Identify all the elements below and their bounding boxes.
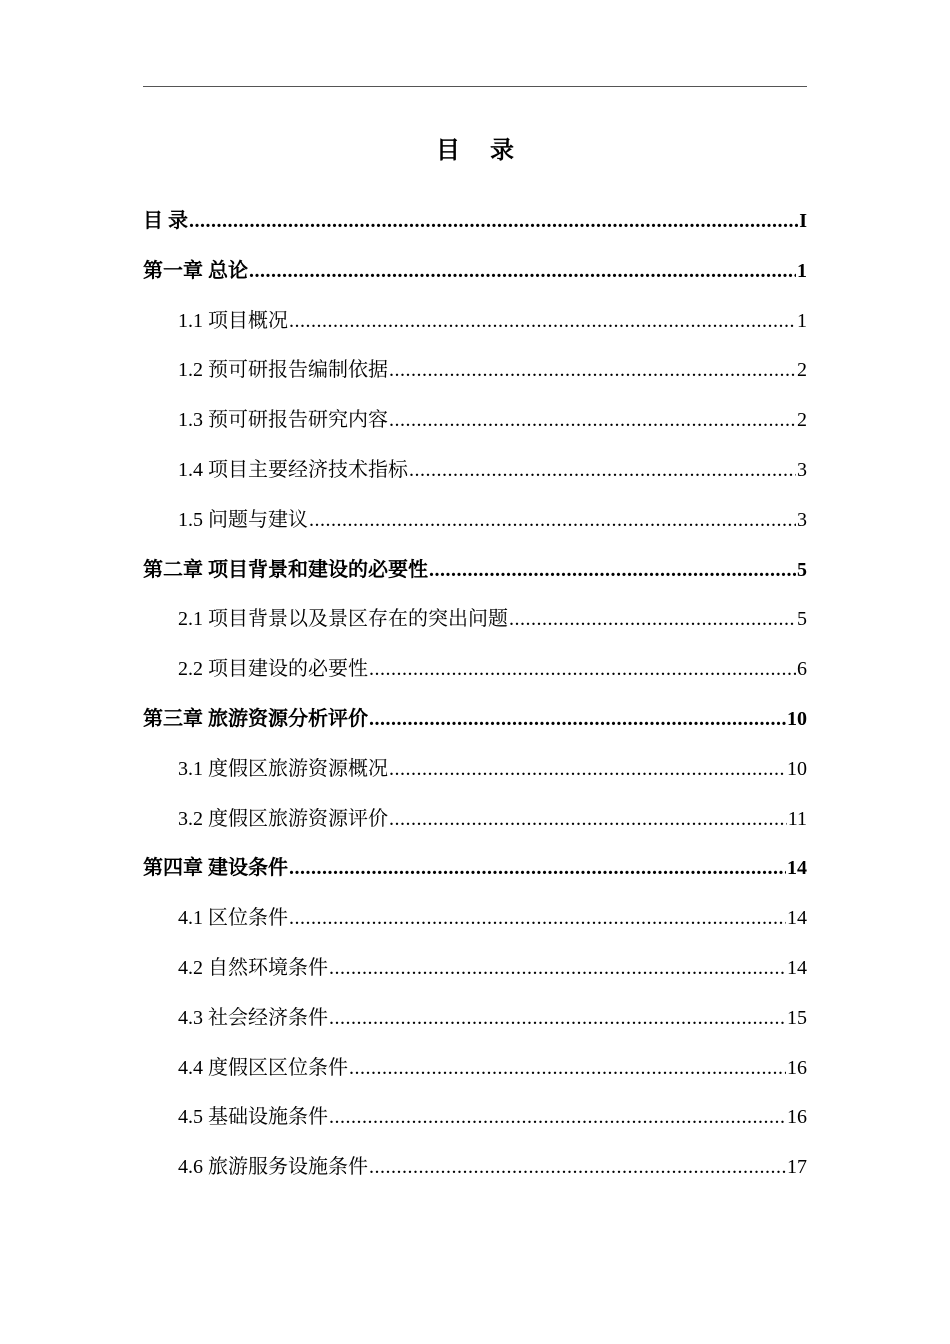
toc-dot-leader xyxy=(369,1143,786,1193)
toc-dot-leader xyxy=(249,247,796,297)
toc-dot-leader xyxy=(349,1044,786,1094)
toc-page-number: 14 xyxy=(787,857,807,880)
toc-page-number: 2 xyxy=(797,359,807,382)
toc-section-entry[interactable] xyxy=(143,1143,807,1193)
toc-chapter-entry[interactable] xyxy=(143,695,807,745)
toc-entry-label: 第一章 总论 xyxy=(143,259,248,282)
toc-page-number: 10 xyxy=(787,757,807,780)
toc-dot-leader xyxy=(429,546,796,596)
toc-page-number: 11 xyxy=(787,807,807,830)
toc-page-number: 1 xyxy=(797,259,807,282)
toc-page-number: 14 xyxy=(787,956,807,979)
toc-dot-leader xyxy=(389,346,796,396)
toc-dot-leader xyxy=(389,745,786,795)
toc-section-entry[interactable] xyxy=(143,894,807,944)
toc-entry-label: 3.1 度假区旅游资源概况 xyxy=(178,757,388,780)
toc-page-number: 10 xyxy=(787,707,807,730)
toc-page-number: 3 xyxy=(797,458,807,481)
toc-entry-label: 1.2 预可研报告编制依据 xyxy=(178,359,388,382)
toc-page-number: 16 xyxy=(787,1056,807,1079)
toc-dot-leader xyxy=(329,944,786,994)
toc-chapter-entry[interactable] xyxy=(143,546,807,596)
toc-chapter-entry[interactable] xyxy=(143,844,807,894)
toc-page-number: 5 xyxy=(797,608,807,631)
toc-page-number: 6 xyxy=(797,658,807,681)
toc-entry-label: 1.4 项目主要经济技术指标 xyxy=(178,458,408,481)
toc-entry-label: 目 录 xyxy=(143,210,188,232)
toc-page-number: 3 xyxy=(797,508,807,531)
toc-entry-label: 第三章 旅游资源分析评价 xyxy=(143,707,368,730)
toc-entry-label: 4.5 基础设施条件 xyxy=(178,1106,328,1129)
toc-section-entry[interactable] xyxy=(143,346,807,396)
toc-section-entry[interactable] xyxy=(143,745,807,795)
toc-dot-leader xyxy=(369,645,796,695)
toc-dot-leader xyxy=(289,297,796,347)
toc-entry-label: 1.5 问题与建议 xyxy=(178,508,308,531)
toc-entry-label: 4.4 度假区区位条件 xyxy=(178,1056,348,1079)
toc-page-number: 14 xyxy=(787,907,807,930)
toc-page-number: 1 xyxy=(797,309,807,332)
toc-dot-leader xyxy=(369,695,786,745)
toc-section-entry[interactable] xyxy=(143,446,807,496)
toc-entry-label: 1.3 预可研报告研究内容 xyxy=(178,409,388,432)
toc-dot-leader xyxy=(289,844,786,894)
header-rule xyxy=(143,86,807,87)
toc-section-entry[interactable] xyxy=(143,994,807,1044)
toc-dot-leader xyxy=(409,446,796,496)
toc-page-number: I xyxy=(799,210,807,232)
toc-dot-leader xyxy=(309,496,796,546)
toc-entry-label: 3.2 度假区旅游资源评价 xyxy=(178,807,388,830)
toc-dot-leader xyxy=(329,994,786,1044)
toc-page-number: 15 xyxy=(787,1006,807,1029)
toc-dot-leader xyxy=(289,894,786,944)
toc-dot-leader xyxy=(389,795,787,845)
toc-page-number: 5 xyxy=(797,558,807,581)
toc-section-entry[interactable] xyxy=(143,396,807,446)
toc-entry-label: 1.1 项目概况 xyxy=(178,309,288,332)
toc-entry-label: 第二章 项目背景和建设的必要性 xyxy=(143,558,428,581)
toc-section-entry[interactable] xyxy=(143,944,807,994)
toc-entry-label: 4.2 自然环境条件 xyxy=(178,956,328,979)
toc-section-entry[interactable] xyxy=(143,595,807,645)
toc-section-entry[interactable] xyxy=(143,645,807,695)
toc-dot-leader xyxy=(329,1093,786,1143)
toc-section-entry[interactable] xyxy=(143,1044,807,1094)
toc-title: 目 录 xyxy=(436,138,526,164)
toc-entry-label: 2.1 项目背景以及景区存在的突出问题 xyxy=(178,608,508,631)
toc-section-entry[interactable] xyxy=(143,297,807,347)
toc-section-entry[interactable] xyxy=(143,496,807,546)
toc-page-number: 17 xyxy=(787,1156,807,1179)
toc-entry-label: 第四章 建设条件 xyxy=(143,857,288,880)
toc-section-entry[interactable] xyxy=(143,795,807,845)
toc-dot-leader xyxy=(509,595,796,645)
toc-list xyxy=(143,197,807,1193)
toc-entry-label: 4.3 社会经济条件 xyxy=(178,1006,328,1029)
toc-page-number: 16 xyxy=(787,1106,807,1129)
toc-dot-leader xyxy=(189,197,798,247)
toc-entry-label: 4.6 旅游服务设施条件 xyxy=(178,1156,368,1179)
toc-entry-label: 2.2 项目建设的必要性 xyxy=(178,658,368,681)
toc-entry-label: 4.1 区位条件 xyxy=(178,907,288,930)
toc-chapter-entry[interactable] xyxy=(143,247,807,297)
toc-page-number: 2 xyxy=(797,409,807,432)
toc-section-entry[interactable] xyxy=(143,1093,807,1143)
toc-chapter-entry[interactable] xyxy=(143,197,807,247)
toc-dot-leader xyxy=(389,396,796,446)
